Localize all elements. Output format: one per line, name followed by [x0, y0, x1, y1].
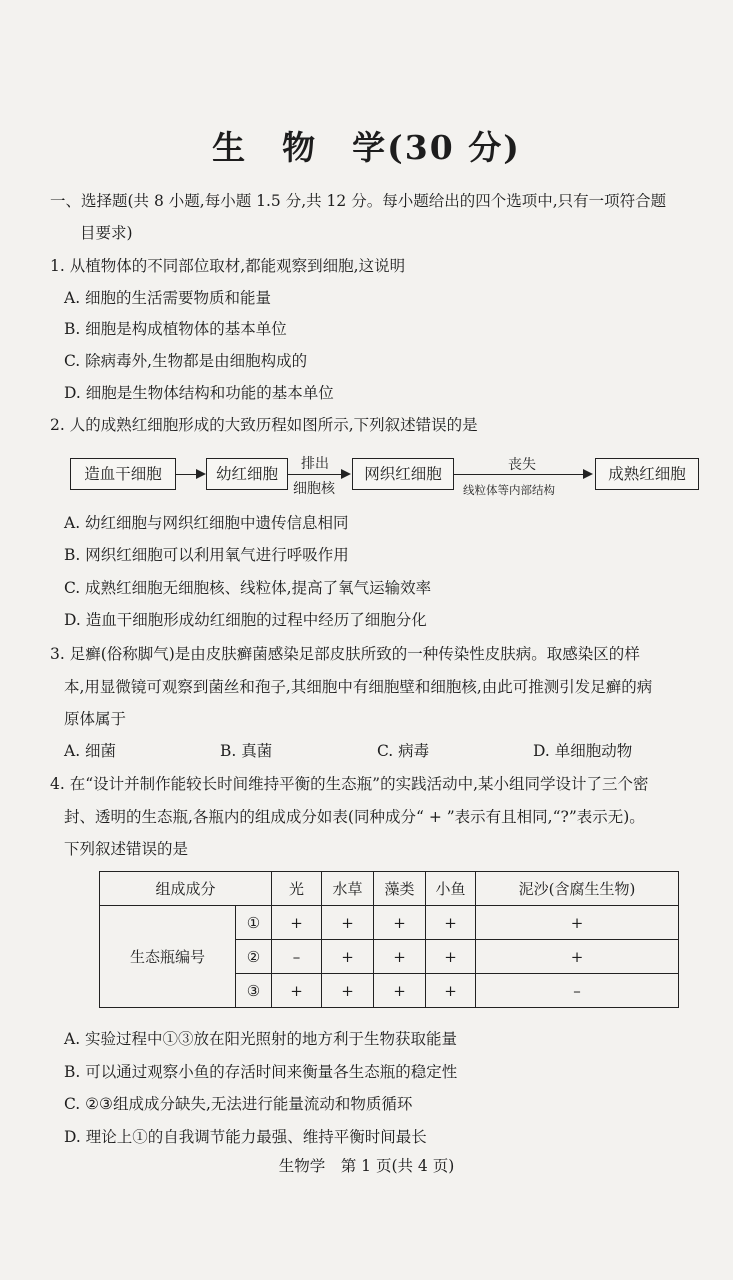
q3-option-c: C. 病毒	[377, 742, 430, 760]
q1-stem: 1. 从植物体的不同部位取材,都能观察到细胞,这说明	[50, 257, 406, 275]
flow-arrow-3-label-bottom: 线粒体等内部结构	[463, 483, 555, 497]
table-cell: +	[374, 940, 426, 974]
flow-arrowhead-2	[341, 469, 351, 479]
q3-option-d: D. 单细胞动物	[533, 742, 633, 760]
table-cell: +	[272, 974, 322, 1008]
q4-line-2: 封、透明的生态瓶,各瓶内的组成成分如表(同种成分“ + ”表示有且相同,“?”表示无)。	[64, 808, 645, 826]
flow-arrow-3	[453, 474, 584, 475]
flow-arrow-1	[175, 474, 197, 475]
table-col-fish: 小鱼	[426, 872, 476, 906]
q3-option-a: A. 细菌	[64, 742, 117, 760]
flow-arrow-2	[287, 474, 342, 475]
q4-option-a: A. 实验过程中①③放在阳光照射的地方利于生物获取能量	[64, 1030, 458, 1048]
flow-arrow-3-label-top: 丧失	[508, 457, 536, 473]
q2-option-d: D. 造血干细胞形成幼红细胞的过程中经历了细胞分化	[64, 611, 427, 629]
table-cell: +	[476, 940, 679, 974]
q3-line-3: 原体属于	[64, 710, 127, 728]
table-header-row	[100, 872, 679, 906]
table-cell: +	[426, 906, 476, 940]
table-header-label: 组成成分	[100, 872, 272, 906]
table-row-id: ②	[236, 940, 272, 974]
section-heading: 一、选择题(共 8 小题,每小题 1.5 分,共 12 分。每小题给出的四个选项中,只有一项符合题	[50, 192, 667, 210]
q4-line-1: 4. 在“设计并制作能较长时间维持平衡的生态瓶”的实践活动中,某小组同学设计了三个密	[50, 775, 649, 793]
table-row-id: ③	[236, 974, 272, 1008]
flow-arrow-2-label-top: 排出	[301, 456, 329, 472]
q4-line-3: 下列叙述错误的是	[64, 840, 189, 858]
table-cell: +	[476, 906, 679, 940]
flow-box-mature-rbc: 成熟红细胞	[595, 458, 699, 490]
ecosystem-bottle-table	[99, 871, 679, 1008]
table-cell: –	[476, 974, 679, 1008]
q1-option-b: B. 细胞是构成植物体的基本单位	[64, 320, 287, 338]
q3-option-b: B. 真菌	[220, 742, 273, 760]
table-row	[100, 906, 679, 940]
q4-option-d: D. 理论上①的自我调节能力最强、维持平衡时间最长	[64, 1128, 427, 1146]
table-row-id: ①	[236, 906, 272, 940]
q3-line-2: 本,用显微镜可观察到菌丝和孢子,其细胞中有细胞壁和细胞核,由此可推测引发足癣的病	[64, 678, 653, 696]
q1-option-c: C. 除病毒外,生物都是由细胞构成的	[64, 352, 308, 370]
q4-option-b: B. 可以通过观察小鱼的存活时间来衡量各生态瓶的稳定性	[64, 1063, 458, 1081]
flow-arrowhead-1	[196, 469, 206, 479]
table-cell: +	[426, 940, 476, 974]
table-cell: +	[322, 940, 374, 974]
table-row-group-label: 生态瓶编号	[100, 906, 236, 1008]
flow-box-erythroblast: 幼红细胞	[206, 458, 288, 490]
table-cell: +	[374, 974, 426, 1008]
flow-box-hsc: 造血干细胞	[70, 458, 176, 490]
q2-option-a: A. 幼红细胞与网织红细胞中遗传信息相同	[64, 514, 349, 532]
table-col-light: 光	[272, 872, 322, 906]
q1-option-a: A. 细胞的生活需要物质和能量	[64, 289, 272, 307]
section-heading-cont: 目要求)	[80, 224, 133, 242]
table-cell: +	[374, 906, 426, 940]
q2-option-b: B. 网织红细胞可以利用氧气进行呼吸作用	[64, 546, 349, 564]
q2-stem: 2. 人的成熟红细胞形成的大致历程如图所示,下列叙述错误的是	[50, 416, 478, 434]
q3-line-1: 3. 足癣(俗称脚气)是由皮肤癣菌感染足部皮肤所致的一种传染性皮肤病。取感染区的样	[50, 645, 640, 663]
q4-option-c: C. ②③组成成分缺失,无法进行能量流动和物质循环	[64, 1095, 413, 1113]
flow-arrow-2-label-bottom: 细胞核	[293, 481, 335, 497]
table-col-waterweed: 水草	[322, 872, 374, 906]
page-title: 生 物 学(30 分)	[212, 128, 521, 167]
q1-option-d: D. 细胞是生物体结构和功能的基本单位	[64, 384, 334, 402]
page-footer: 生物学 第 1 页(共 4 页)	[278, 1157, 455, 1175]
table-col-sediment: 泥沙(含腐生生物)	[476, 872, 679, 906]
q2-option-c: C. 成熟红细胞无细胞核、线粒体,提高了氧气运输效率	[64, 579, 432, 597]
table-cell: +	[322, 974, 374, 1008]
table-cell: +	[322, 906, 374, 940]
flow-box-reticulocyte: 网织红细胞	[352, 458, 454, 490]
table-col-algae: 藻类	[374, 872, 426, 906]
flow-arrowhead-3	[583, 469, 593, 479]
table-cell: +	[426, 974, 476, 1008]
table-cell: –	[272, 940, 322, 974]
table-cell: +	[272, 906, 322, 940]
